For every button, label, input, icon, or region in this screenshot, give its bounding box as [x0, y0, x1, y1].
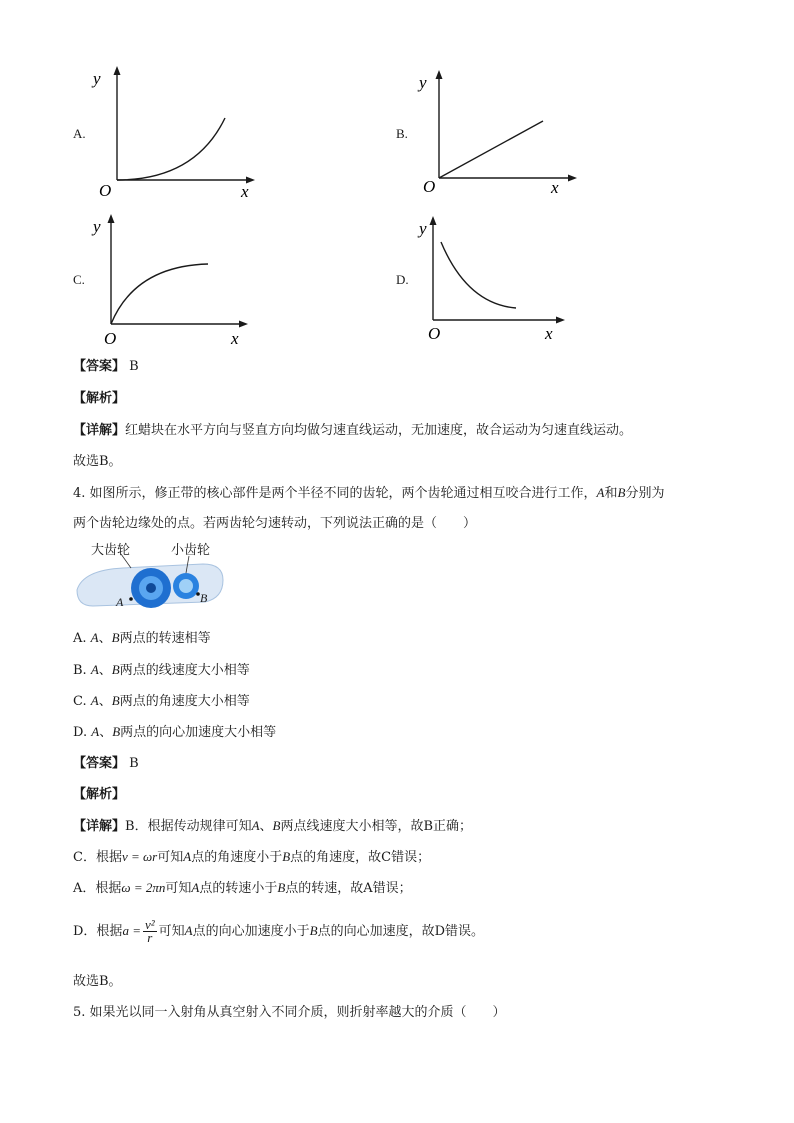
q4-detail-2: C．根据v = ωr可知A点的角速度小于B点的角速度，故C错误；	[73, 849, 431, 865]
origin-label: O	[104, 329, 117, 348]
graph-b-svg	[417, 66, 587, 206]
graph-c-curve	[111, 264, 208, 324]
option-b-letter: B.	[396, 126, 408, 141]
big-gear-label: 大齿轮	[91, 543, 131, 558]
x-axis-arrow	[556, 317, 565, 324]
q4-option-a: A. A、B两点的转速相等	[73, 630, 211, 646]
option-c-letter: C.	[73, 272, 85, 287]
y-label: y	[419, 73, 427, 92]
graph-c	[95, 210, 265, 350]
y-label: y	[93, 217, 101, 236]
q5-stem: 5. 如果光以同一入射角从真空射入不同介质，则折射率越大的介质（ ）	[73, 1005, 506, 1020]
formula-fraction: $\frac{\text{v²}}{r}$	[144, 917, 155, 945]
q4-stem-line1: 4. 如图所示，修正带的核心部件是两个半径不同的齿轮，两个齿轮通过相互咬合进行工作，A和B分别为	[73, 485, 665, 501]
point-a-dot	[129, 597, 133, 601]
point-b-label: B	[200, 591, 208, 605]
x-axis-arrow	[568, 175, 577, 182]
q4-conclusion: 故选B。	[73, 974, 122, 989]
graph-d-svg	[417, 212, 587, 352]
q4-detail-1: 【详解】B．根据传动规律可知A、B两点线速度大小相等，故B正确；	[73, 818, 473, 834]
q3-conclusion: 故选B。	[73, 454, 122, 469]
x-axis-arrow	[239, 321, 248, 328]
origin-label: O	[423, 177, 436, 196]
graph-b	[417, 66, 587, 206]
q3-detail: 【详解】红蜡块在水平方向与竖直方向均做匀速直线运动，无加速度，故合运动为匀速直线运动。	[73, 423, 633, 438]
q4-detail-4: D．根据a = $\frac{\text{v²}}{r}$ 可知A点的向心加速度小于B点的向心加速度，故D错误。	[73, 917, 485, 945]
y-axis-arrow	[114, 66, 121, 75]
x-label: x	[551, 178, 559, 197]
x-label: x	[545, 324, 553, 343]
graph-c-svg	[95, 210, 265, 350]
graph-d	[417, 212, 587, 352]
gear-figure-svg	[73, 540, 233, 612]
point-a-label: A	[116, 595, 124, 609]
q4-gear-figure	[73, 540, 233, 612]
origin-label: O	[428, 324, 441, 343]
big-gear-hub	[146, 583, 156, 593]
q3-answer: 【答案】 B	[73, 359, 139, 374]
x-label: x	[231, 329, 239, 348]
y-axis-arrow	[108, 214, 115, 223]
q4-detail-3: A．根据ω = 2πn可知A点的转速小于B点的转速，故A错误；	[73, 880, 412, 896]
y-axis-arrow	[430, 216, 437, 225]
q4-analysis-tag: 【解析】	[73, 787, 126, 802]
q4-option-b: B. A、B两点的线速度大小相等	[73, 662, 250, 678]
option-d-letter: D.	[396, 272, 409, 287]
graph-b-line	[439, 121, 543, 178]
y-label: y	[93, 69, 101, 88]
y-label: y	[419, 219, 427, 238]
graph-a	[95, 62, 265, 202]
small-gear-label: 小齿轮	[171, 543, 211, 558]
q4-option-d: D. A、B两点的向心加速度大小相等	[73, 724, 277, 740]
graph-a-curve	[117, 118, 225, 180]
option-a-letter: A.	[73, 126, 86, 141]
y-axis-arrow	[436, 70, 443, 79]
graph-a-svg	[95, 62, 265, 202]
q4-answer: 【答案】 B	[73, 756, 139, 771]
q4-stem-line2: 两个齿轮边缘处的点。若两齿轮匀速转动，下列说法正确的是（ ）	[73, 516, 477, 531]
x-label: x	[241, 182, 249, 201]
graph-d-curve	[441, 242, 516, 308]
q4-option-c: C. A、B两点的角速度大小相等	[73, 693, 250, 709]
origin-label: O	[99, 181, 112, 200]
q3-analysis-tag: 【解析】	[73, 391, 126, 406]
small-gear-inner	[179, 579, 193, 593]
